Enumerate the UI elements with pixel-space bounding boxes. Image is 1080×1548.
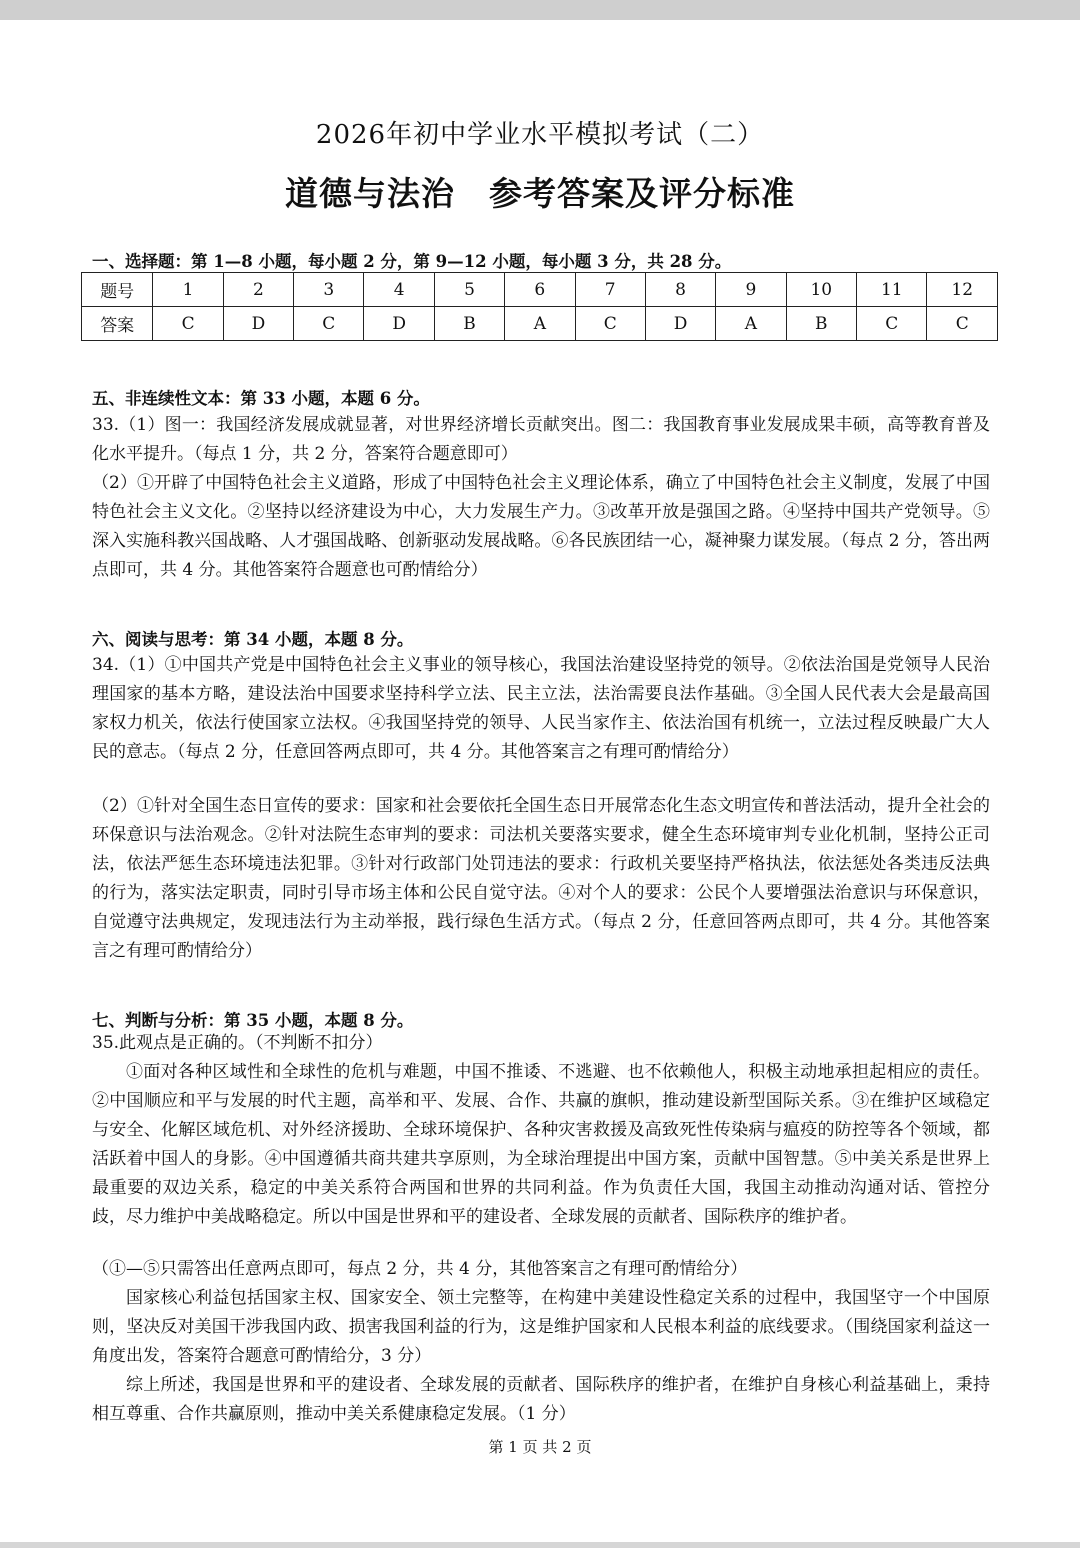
answer-cell: C (153, 307, 223, 341)
answer-35-scoring-note: （①—⑤只需答出任意两点即可，每点 2 分，共 4 分，其他答案言之有理可酌情给分） (92, 1259, 748, 1279)
answer-cell: D (223, 307, 293, 341)
answer-33-part-1: 33.（1）图一：我国经济发展成就显著，对世界经济增长贡献突出。图二：我国教育事业发展成果丰硕，高等教育普及化水平提升。（每点 1 分，共 2 分，答案符合题意即可） (92, 415, 990, 464)
answer-cell: C (857, 307, 927, 341)
answer-35-judgement: 35.此观点是正确的。（不判断不扣分） (92, 1033, 383, 1053)
answer-table (81, 272, 998, 341)
question-number-cell: 11 (857, 273, 927, 307)
question-number-cell: 4 (364, 273, 434, 307)
section-6-heading: 六、阅读与思考：第 34 小题，本题 8 分。 (92, 630, 414, 649)
answer-35-points: ①面对各种区域性和全球性的危机与难题，中国不推诿、不逃避、也不依赖他人，积极主动地承担起相应的责任。②中国顺应和平与发展的时代主题，高举和平、发展、合作、共赢的旗帜，推动建设新型国际关系。③在维护区域稳定与安全、化解区域危机、对外经济援助、全球环境保护、各种灾害救援及高致死性传染病与瘟疫的防控等各个领域，都活跃着中国人的身影。④中国遵循共商共建共享原则，为全球治理提出中国方案，贡献中国智慧。⑤中美关系是世界上最重要的双边关系，稳定的中美关系符合两国和世界的共同利益。作为负责任大国，我国主动推动沟通对话、管控分歧，尽力维护中美战略稳定。所以中国是世界和平的建设者、全球发展的贡献者、国际秩序的维护者。 (92, 1062, 990, 1227)
answer-cell: A (716, 307, 786, 341)
question-number-cell: 1 (153, 273, 223, 307)
section-7-heading: 七、判断与分析：第 35 小题，本题 8 分。 (92, 1011, 414, 1030)
answer-35-national-interest: 国家核心利益包括国家主权、国家安全、领土完整等，在构建中美建设性稳定关系的过程中，我国坚守一个中国原则，坚决反对美国干涉我国内政、损害我国利益的行为，这是维护国家和人民根本利益的底线要求。（围绕国家利益这一角度出发，答案符合题意可酌情给分，3 分） (92, 1288, 990, 1366)
question-number-cell: 9 (716, 273, 786, 307)
question-number-row (82, 273, 998, 307)
subject-name: 道德与法治 (285, 174, 455, 213)
answer-cell: A (505, 307, 575, 341)
question-number-cell: 7 (575, 273, 645, 307)
answer-cell: D (364, 307, 434, 341)
question-number-cell: 12 (927, 273, 998, 307)
answer-34-part-2: （2）①针对全国生态日宣传的要求：国家和社会要依托全国生态日开展常态化生态文明宣传和普法活动，提升全社会的环保意识与法治观念。②针对法院生态审判的要求：司法机关要落实要求，健全生态环境审判专业化机制，坚持公正司法，依法严惩生态环境违法犯罪。③针对行政部门处罚违法的要求：行政机关要坚持严格执法，依法惩处各类违反法典的行为，落实法定职责，同时引导市场主体和公民自觉守法。④对个人的要求：公民个人要增强法治意识与环保意识，自觉遵守法典规定，发现违法行为主动举报，践行绿色生活方式。（每点 2 分，任意回答两点即可，共 4 分。其他答案言之有理可酌情给分） (92, 796, 990, 961)
top-border-bar (0, 0, 1080, 20)
section-5-heading: 五、非连续性文本：第 33 小题，本题 6 分。 (92, 389, 430, 408)
answer-cell: D (645, 307, 715, 341)
answer-row (82, 307, 998, 341)
answer-35-conclusion: 综上所述，我国是世界和平的建设者、全球发展的贡献者、国际秩序的维护者，在维护自身核心利益基础上，秉持相互尊重、合作共赢原则，推动中美关系健康稳定发展。（1 分） (92, 1375, 990, 1424)
answer-cell: C (927, 307, 998, 341)
question-number-cell: 3 (294, 273, 364, 307)
subtitle-rest: 参考答案及评分标准 (489, 174, 795, 213)
answer-cell: B (434, 307, 504, 341)
question-number-cell: 10 (786, 273, 856, 307)
answer-cell: C (294, 307, 364, 341)
answer-cell: C (575, 307, 645, 341)
answer-cell: B (786, 307, 856, 341)
page-number: 第 1 页 共 2 页 (488, 1438, 592, 1456)
question-number-cell: 2 (223, 273, 293, 307)
row-label-answer: 答案 (82, 307, 153, 341)
answer-34-part-1: 34.（1）①中国共产党是中国特色社会主义事业的领导核心，我国法治建设坚持党的领导。②依法治国是党领导人民治理国家的基本方略，建设法治中国要求坚持科学立法、民主立法，法治需要良法作基础。③全国人民代表大会是最高国家权力机关，依法行使国家立法权。④我国坚持党的领导、人民当家作主、依法治国有机统一，立法过程反映最广大人民的意志。（每点 2 分，任意回答两点即可，共 4 分。其他答案言之有理可酌情给分） (92, 655, 990, 762)
answer-33-part-2: （2）①开辟了中国特色社会主义道路，形成了中国特色社会主义理论体系，确立了中国特色社会主义制度，发展了中国特色社会主义文化。②坚持以经济建设为中心，大力发展生产力。③改革开放是强国之路。④坚持中国共产党领导。⑤深入实施科教兴国战略、人才强国战略、创新驱动发展战略。⑥各民族团结一心，凝神聚力谋发展。（每点 2 分，答出两点即可，共 4 分。其他答案符合题意也可酌情给分） (92, 473, 990, 580)
exam-title: 2026年初中学业水平模拟考试（二） (315, 120, 765, 150)
question-number-cell: 6 (505, 273, 575, 307)
question-number-cell: 5 (434, 273, 504, 307)
row-label-question-number: 题号 (82, 273, 153, 307)
bottom-border-bar (0, 1542, 1080, 1548)
section-1-heading: 一、选择题：第 1—8 小题，每小题 2 分，第 9—12 小题，每小题 3 分，共 28 分。 (92, 252, 732, 271)
exam-subtitle (0, 168, 1080, 215)
question-number-cell: 8 (645, 273, 715, 307)
